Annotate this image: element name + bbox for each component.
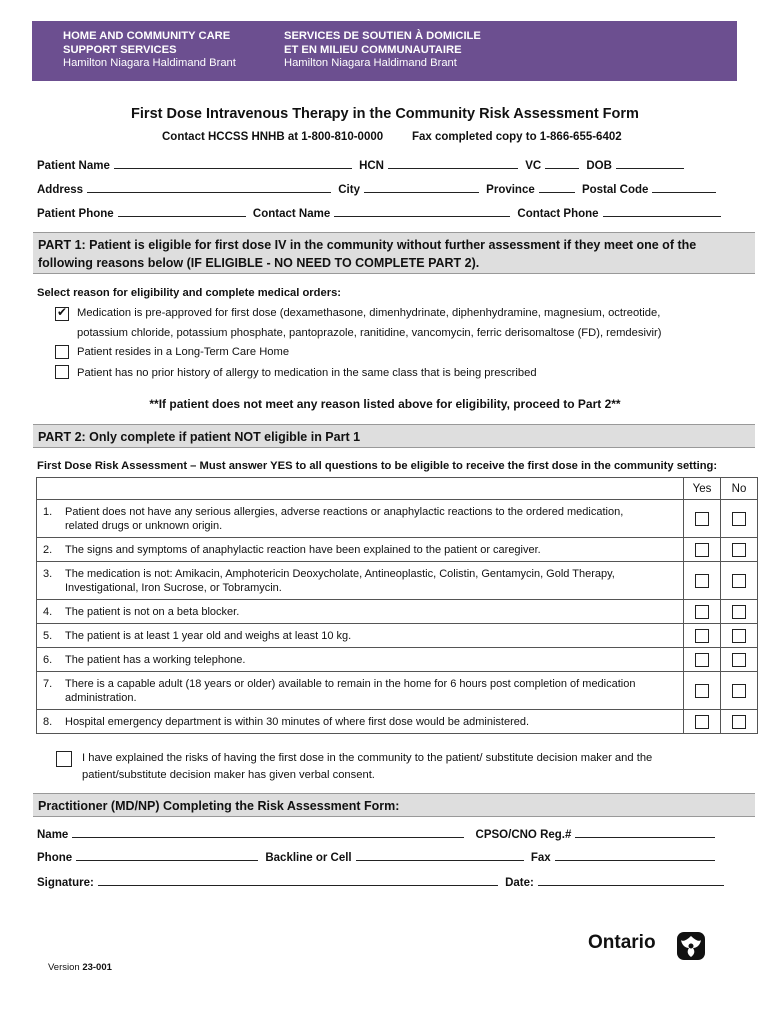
- version-label: Version: [48, 962, 80, 973]
- practitioner-fax-field[interactable]: [555, 849, 715, 861]
- practitioner-name-label: Name: [37, 829, 69, 841]
- question-number: 3.: [43, 567, 53, 580]
- question-number: 4.: [43, 605, 53, 618]
- postal-code-label: Postal Code: [581, 184, 649, 196]
- dob-label: DOB: [586, 160, 612, 172]
- option-preapproved-line1: Medication is pre-approved for first dose (dexamethasone, dimenhydrinate, diphenhydramine, magnesium, octreotide,: [77, 307, 661, 319]
- q6-no-checkbox[interactable]: [732, 653, 746, 667]
- table-header-row: [37, 478, 758, 500]
- header-banner: [32, 21, 737, 81]
- part1-header-line2: following reasons below (IF ELIGIBLE - NO NEED TO COMPLETE PART 2).: [38, 256, 480, 270]
- part1-header-line1: PART 1: Patient is eligible for first dose IV in the community without further assessment if they meet one of the: [38, 238, 697, 252]
- contact-phone-label: Contact Phone: [517, 208, 599, 220]
- table-row: [37, 562, 758, 600]
- practitioner-row-2: [37, 849, 719, 864]
- cpso-label: CPSO/CNO Reg.#: [475, 829, 572, 841]
- check-mark-icon: ✔: [57, 305, 68, 319]
- question-cell: [37, 624, 684, 648]
- fax-info: Fax completed copy to 1-866-655-6402: [412, 131, 622, 143]
- q4-yes-checkbox[interactable]: [695, 605, 709, 619]
- question-text: There is a capable adult (18 years or older) available to remain in the home for 6 hours post completion of medication administration.: [65, 677, 636, 704]
- cpso-field[interactable]: [575, 826, 715, 838]
- address-field[interactable]: [87, 181, 331, 193]
- vc-field[interactable]: [545, 157, 579, 169]
- question-cell: [37, 648, 684, 672]
- q5-no-checkbox[interactable]: [732, 629, 746, 643]
- no-cell: [721, 600, 758, 624]
- city-label: City: [338, 184, 360, 196]
- consent-line2: patient/substitute decision maker has given verbal consent.: [82, 769, 375, 781]
- contact-phone-field[interactable]: [603, 205, 721, 217]
- practitioner-name-field[interactable]: [72, 826, 464, 838]
- question-cell: [37, 710, 684, 734]
- eligibility-select-label: Select reason for eligibility and complete medical orders:: [37, 287, 342, 299]
- banner-fr-line3: Hamilton Niagara Haldimand Brant: [284, 57, 457, 69]
- contact-name-field[interactable]: [334, 205, 510, 217]
- province-label: Province: [486, 184, 535, 196]
- q3-no-checkbox[interactable]: [732, 574, 746, 588]
- yes-cell: [684, 648, 721, 672]
- yes-cell: [684, 538, 721, 562]
- no-cell: [721, 672, 758, 710]
- consent-line1: I have explained the risks of having the first dose in the community to the patient/ substitute decision maker and the: [82, 752, 653, 764]
- question-text: Patient does not have any serious allergies, adverse reactions or anaphylactic reactions to the ordered medication, related drugs or unknown origin.: [65, 505, 624, 532]
- patient-row-2: [37, 181, 720, 196]
- practitioner-row-3: [37, 874, 728, 889]
- date-field[interactable]: [538, 874, 724, 886]
- hcn-label: HCN: [359, 160, 384, 172]
- question-cell: [37, 538, 684, 562]
- yes-cell: [684, 600, 721, 624]
- q1-no-checkbox[interactable]: [732, 512, 746, 526]
- yes-cell: [684, 672, 721, 710]
- q6-yes-checkbox[interactable]: [695, 653, 709, 667]
- no-cell: [721, 500, 758, 538]
- ontario-trillium-icon: [677, 932, 705, 960]
- no-column-header: No: [721, 478, 758, 500]
- consent-checkbox[interactable]: [56, 751, 72, 767]
- practitioner-phone-label: Phone: [37, 852, 73, 864]
- yes-cell: [684, 562, 721, 600]
- province-field[interactable]: [539, 181, 575, 193]
- q2-yes-checkbox[interactable]: [695, 543, 709, 557]
- postal-code-field[interactable]: [652, 181, 716, 193]
- question-cell: [37, 672, 684, 710]
- table-row: [37, 500, 758, 538]
- q5-yes-checkbox[interactable]: [695, 629, 709, 643]
- table-row: [37, 624, 758, 648]
- hcn-field[interactable]: [388, 157, 518, 169]
- patient-phone-label: Patient Phone: [37, 208, 114, 220]
- q8-yes-checkbox[interactable]: [695, 715, 709, 729]
- q7-no-checkbox[interactable]: [732, 684, 746, 698]
- q7-yes-checkbox[interactable]: [695, 684, 709, 698]
- practitioner-phone-field[interactable]: [76, 849, 258, 861]
- question-number: 8.: [43, 715, 53, 728]
- vc-label: VC: [525, 160, 542, 172]
- table-header-blank: [37, 478, 684, 500]
- dob-field[interactable]: [616, 157, 684, 169]
- option-preapproved-checkbox[interactable]: [55, 307, 69, 321]
- city-field[interactable]: [364, 181, 479, 193]
- table-row: [37, 672, 758, 710]
- question-number: 2.: [43, 543, 53, 556]
- question-text: The patient has a working telephone.: [65, 653, 246, 666]
- question-number: 1.: [43, 505, 53, 518]
- option-no-allergy-checkbox[interactable]: [55, 365, 69, 379]
- no-cell: [721, 710, 758, 734]
- q4-no-checkbox[interactable]: [732, 605, 746, 619]
- signature-label: Signature:: [37, 877, 94, 889]
- yes-cell: [684, 500, 721, 538]
- yes-column-header: Yes: [684, 478, 721, 500]
- version-info: [48, 962, 112, 973]
- ontario-logo-text: Ontario: [588, 932, 656, 953]
- banner-french: [284, 30, 481, 71]
- backline-label: Backline or Cell: [265, 852, 352, 864]
- q3-yes-checkbox[interactable]: [695, 574, 709, 588]
- q2-no-checkbox[interactable]: [732, 543, 746, 557]
- option-ltc-label: Patient resides in a Long-Term Care Home: [77, 346, 290, 358]
- contact-name-label: Contact Name: [252, 208, 331, 220]
- question-text: The medication is not: Amikacin, Amphotericin Deoxycholate, Antineoplastic, Colistin, Gentamycin, Gold Therapy, Investigational, Iron Sucrose, or Tobramycin.: [65, 567, 615, 594]
- yes-cell: [684, 710, 721, 734]
- address-label: Address: [37, 184, 84, 196]
- banner-english: [63, 30, 236, 71]
- q1-yes-checkbox[interactable]: [695, 512, 709, 526]
- question-number: 7.: [43, 677, 53, 690]
- table-row: [37, 538, 758, 562]
- yes-cell: [684, 624, 721, 648]
- question-text: Hospital emergency department is within 30 minutes of where first dose would be administered.: [65, 715, 530, 728]
- patient-name-field[interactable]: [114, 157, 352, 169]
- question-text: The patient is not on a beta blocker.: [65, 605, 240, 618]
- option-no-allergy-label: Patient has no prior history of allergy to medication in the same class that is being prescribed: [77, 367, 537, 379]
- question-cell: [37, 600, 684, 624]
- question-text: The signs and symptoms of anaphylactic reaction have been explained to the patient or caregiver.: [65, 543, 541, 556]
- contact-phone-info: Contact HCCSS HNHB at 1-800-810-0000: [162, 131, 384, 143]
- backline-field[interactable]: [356, 849, 524, 861]
- question-cell: [37, 562, 684, 600]
- practitioner-header: Practitioner (MD/NP) Completing the Risk Assessment Form:: [33, 793, 755, 817]
- practitioner-row-1: [37, 826, 719, 841]
- proceed-to-part2-note: **If patient does not meet any reason listed above for eligibility, proceed to Part 2**: [149, 397, 621, 411]
- version-number: 23-001: [82, 962, 112, 973]
- no-cell: [721, 624, 758, 648]
- table-row: [37, 600, 758, 624]
- option-ltc-checkbox[interactable]: [55, 345, 69, 359]
- patient-row-1: [37, 157, 688, 172]
- risk-assessment-table: [36, 477, 758, 734]
- question-cell: [37, 500, 684, 538]
- option-preapproved-line2: potassium chloride, potassium phosphate, pantoprazole, ranitidine, vancomycin, ferric derisomaltose (FD), remdesivir): [77, 327, 662, 339]
- no-cell: [721, 648, 758, 672]
- table-row: [37, 648, 758, 672]
- no-cell: [721, 538, 758, 562]
- banner-en-line2: SUPPORT SERVICES: [63, 43, 177, 56]
- question-number: 5.: [43, 629, 53, 642]
- question-text: The patient is at least 1 year old and weighs at least 10 kg.: [65, 629, 352, 642]
- patient-row-3: [37, 205, 725, 220]
- banner-fr-line1: SERVICES DE SOUTIEN À DOMICILE: [284, 30, 481, 42]
- part2-header: PART 2: Only complete if patient NOT eligible in Part 1: [33, 424, 755, 448]
- table-row: [37, 710, 758, 734]
- question-number: 6.: [43, 653, 53, 666]
- patient-name-label: Patient Name: [37, 160, 110, 172]
- no-cell: [721, 562, 758, 600]
- practitioner-fax-label: Fax: [530, 852, 551, 864]
- patient-phone-field[interactable]: [118, 205, 246, 217]
- date-label: Date:: [505, 877, 534, 889]
- banner-fr-line2: ET EN MILIEU COMMUNAUTAIRE: [284, 43, 462, 56]
- part1-header: [33, 232, 755, 274]
- form-title: First Dose Intravenous Therapy in the Community Risk Assessment Form: [131, 106, 639, 122]
- banner-en-line3: Hamilton Niagara Haldimand Brant: [63, 57, 236, 69]
- risk-assessment-intro: First Dose Risk Assessment – Must answer YES to all questions to be eligible to receive the first dose in the community setting:: [37, 460, 718, 472]
- q8-no-checkbox[interactable]: [732, 715, 746, 729]
- banner-en-line1: HOME AND COMMUNITY CARE: [63, 30, 231, 42]
- signature-field[interactable]: [98, 874, 498, 886]
